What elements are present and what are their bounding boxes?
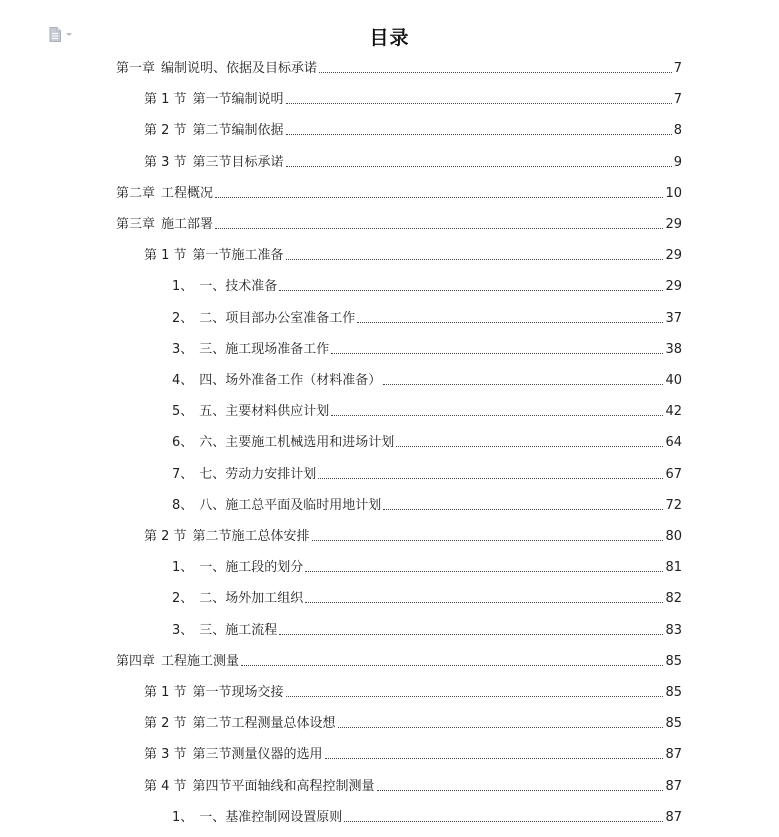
toc-entry-title: 一、施工段的划分 [199,560,304,575]
toc-entry[interactable] [172,494,682,514]
toc-entry-number: 第 3 节 [144,747,187,762]
dot-leader [357,322,663,323]
toc-entry-title: 七、劳动力安排计划 [199,467,317,482]
toc-entry[interactable] [172,275,682,295]
dot-leader [338,727,664,728]
toc-entry[interactable] [172,338,682,358]
toc-entry-title: 第三节目标承诺 [192,155,284,170]
dot-leader [215,228,663,229]
toc-entry[interactable] [144,151,682,171]
toc-entry-page: 72 [665,498,682,513]
toc-entry-title: 工程概况 [161,186,214,201]
toc-entry-page: 42 [665,404,682,419]
dot-leader [286,134,672,135]
toc-entry-number: 第四章 [116,654,156,669]
toc-entry-number: 第三章 [116,217,156,232]
dot-leader [319,72,672,73]
toc-entry-number: 第 2 节 [144,123,187,138]
dot-leader [215,197,663,198]
toc-entry[interactable] [172,463,682,483]
toc-entry-page: 85 [665,685,682,700]
toc-entry-number: 7、 [172,467,194,482]
toc-entry-title: 第三节测量仪器的选用 [192,747,323,762]
toc-entry-page: 85 [665,716,682,731]
toc-entry[interactable] [172,369,682,389]
toc-entry-title: 三、施工流程 [199,623,278,638]
toc-entry-number: 1、 [172,279,194,294]
dot-leader [286,696,664,697]
toc-entry[interactable] [144,525,682,545]
dot-leader [286,103,672,104]
toc-entry-title: 第一节施工准备 [192,248,284,263]
toc-entry-number: 3、 [172,342,194,357]
toc-entry-page: 87 [665,747,682,762]
toc-entry[interactable] [172,431,682,451]
toc-entry-title: 第四节平面轴线和高程控制测量 [192,779,375,794]
dot-leader [331,353,663,354]
toc-entry-number: 第 4 节 [144,779,187,794]
toc-entry[interactable] [144,743,682,763]
toc-entry[interactable] [172,307,682,327]
toc-entry[interactable] [116,650,682,670]
toc-entry-page: 80 [665,529,682,544]
toc-entry-page: 87 [665,779,682,794]
toc-entry-page: 29 [665,248,682,263]
toc-entry-number: 第 1 节 [144,248,187,263]
dot-leader [305,602,663,603]
toc-entry-number: 第一章 [116,61,156,76]
toc-entry[interactable] [172,587,682,607]
toc-entry-number: 第 1 节 [144,685,187,700]
toc-entry-page: 40 [665,373,682,388]
dot-leader [318,478,663,479]
toc-entry-page: 10 [665,186,682,201]
toc-entry-number: 第二章 [116,186,156,201]
toc-entry-number: 第 3 节 [144,155,187,170]
toc-entry-page: 9 [673,155,682,170]
toc-entry-title: 工程施工测量 [161,654,240,669]
toc-entry-page: 64 [665,435,682,450]
toc-entry-page: 29 [665,279,682,294]
toc-entry-title: 第二节施工总体安排 [192,529,310,544]
toc-entry[interactable] [172,619,682,639]
toc-entry-page: 82 [665,591,682,606]
toc-entry-title: 八、施工总平面及临时用地计划 [199,498,382,513]
toc-entry[interactable] [144,681,682,701]
toc-entry-title: 一、技术准备 [199,279,278,294]
toc-entry-title: 第一节现场交接 [192,685,284,700]
toc-entry-title: 三、施工现场准备工作 [199,342,330,357]
toc-entry-page: 38 [665,342,682,357]
toc-entry[interactable] [144,775,682,795]
dot-leader [325,758,664,759]
toc-entry-page: 29 [665,217,682,232]
dot-leader [286,259,664,260]
toc-entry-page: 7 [673,61,682,76]
dot-leader [286,166,672,167]
dot-leader [383,509,663,510]
toc-entry-number: 5、 [172,404,194,419]
toc-entry[interactable] [144,712,682,732]
toc-entry-title: 二、场外加工组织 [199,591,304,606]
toc-entry-title: 第一节编制说明 [192,92,284,107]
toc-entry[interactable] [172,400,682,420]
dot-leader [396,446,663,447]
toc-entry[interactable] [116,213,682,233]
dot-leader [279,634,663,635]
toc-entry[interactable] [172,806,682,826]
toc-entry-page: 7 [673,92,682,107]
dot-leader [305,571,663,572]
dot-leader [312,540,664,541]
toc-entry-number: 第 1 节 [144,92,187,107]
dot-leader [279,290,663,291]
dot-leader [241,665,663,666]
toc-entry-number: 2、 [172,591,194,606]
dot-leader [383,384,663,385]
toc-entry[interactable] [144,119,682,139]
toc-entry-title: 施工部署 [161,217,214,232]
dot-leader [377,790,664,791]
dot-leader [331,415,663,416]
toc-entry-number: 1、 [172,560,194,575]
toc-entry-number: 第 2 节 [144,716,187,731]
toc-entry-title: 二、项目部办公室准备工作 [199,311,356,326]
toc-entry-page: 87 [665,810,682,825]
toc-entry[interactable] [172,556,682,576]
toc-entry-title: 第二节编制依据 [192,123,284,138]
toc-entry-title: 一、基准控制网设置原则 [199,810,343,825]
toc-entry-title: 编制说明、依据及目标承诺 [161,61,318,76]
toc-entry-title: 五、主要材料供应计划 [199,404,330,419]
toc-entry[interactable] [116,57,682,77]
toc-entry-page: 37 [665,311,682,326]
toc-entry-page: 85 [665,654,682,669]
toc-entry-number: 4、 [172,373,194,388]
toc-entry[interactable] [116,182,682,202]
toc-entry-number: 第 2 节 [144,529,187,544]
toc-entry-number: 6、 [172,435,194,450]
toc-entry-title: 四、场外准备工作（材料准备） [199,373,382,388]
toc-entry-number: 8、 [172,498,194,513]
toc-entry-page: 83 [665,623,682,638]
toc-entry[interactable] [144,88,682,108]
toc-entry-page: 67 [665,467,682,482]
toc-entry-number: 2、 [172,311,194,326]
toc-entry-page: 81 [665,560,682,575]
toc-entry-title: 六、主要施工机械选用和进场计划 [199,435,395,450]
toc-entry-title: 第二节工程测量总体设想 [192,716,336,731]
page-title: 目录 [369,27,410,49]
toc-entry-page: 8 [673,123,682,138]
toc-entry[interactable] [144,244,682,264]
toc-entry-number: 1、 [172,810,194,825]
dot-leader [344,821,663,822]
toc-entry-number: 3、 [172,623,194,638]
